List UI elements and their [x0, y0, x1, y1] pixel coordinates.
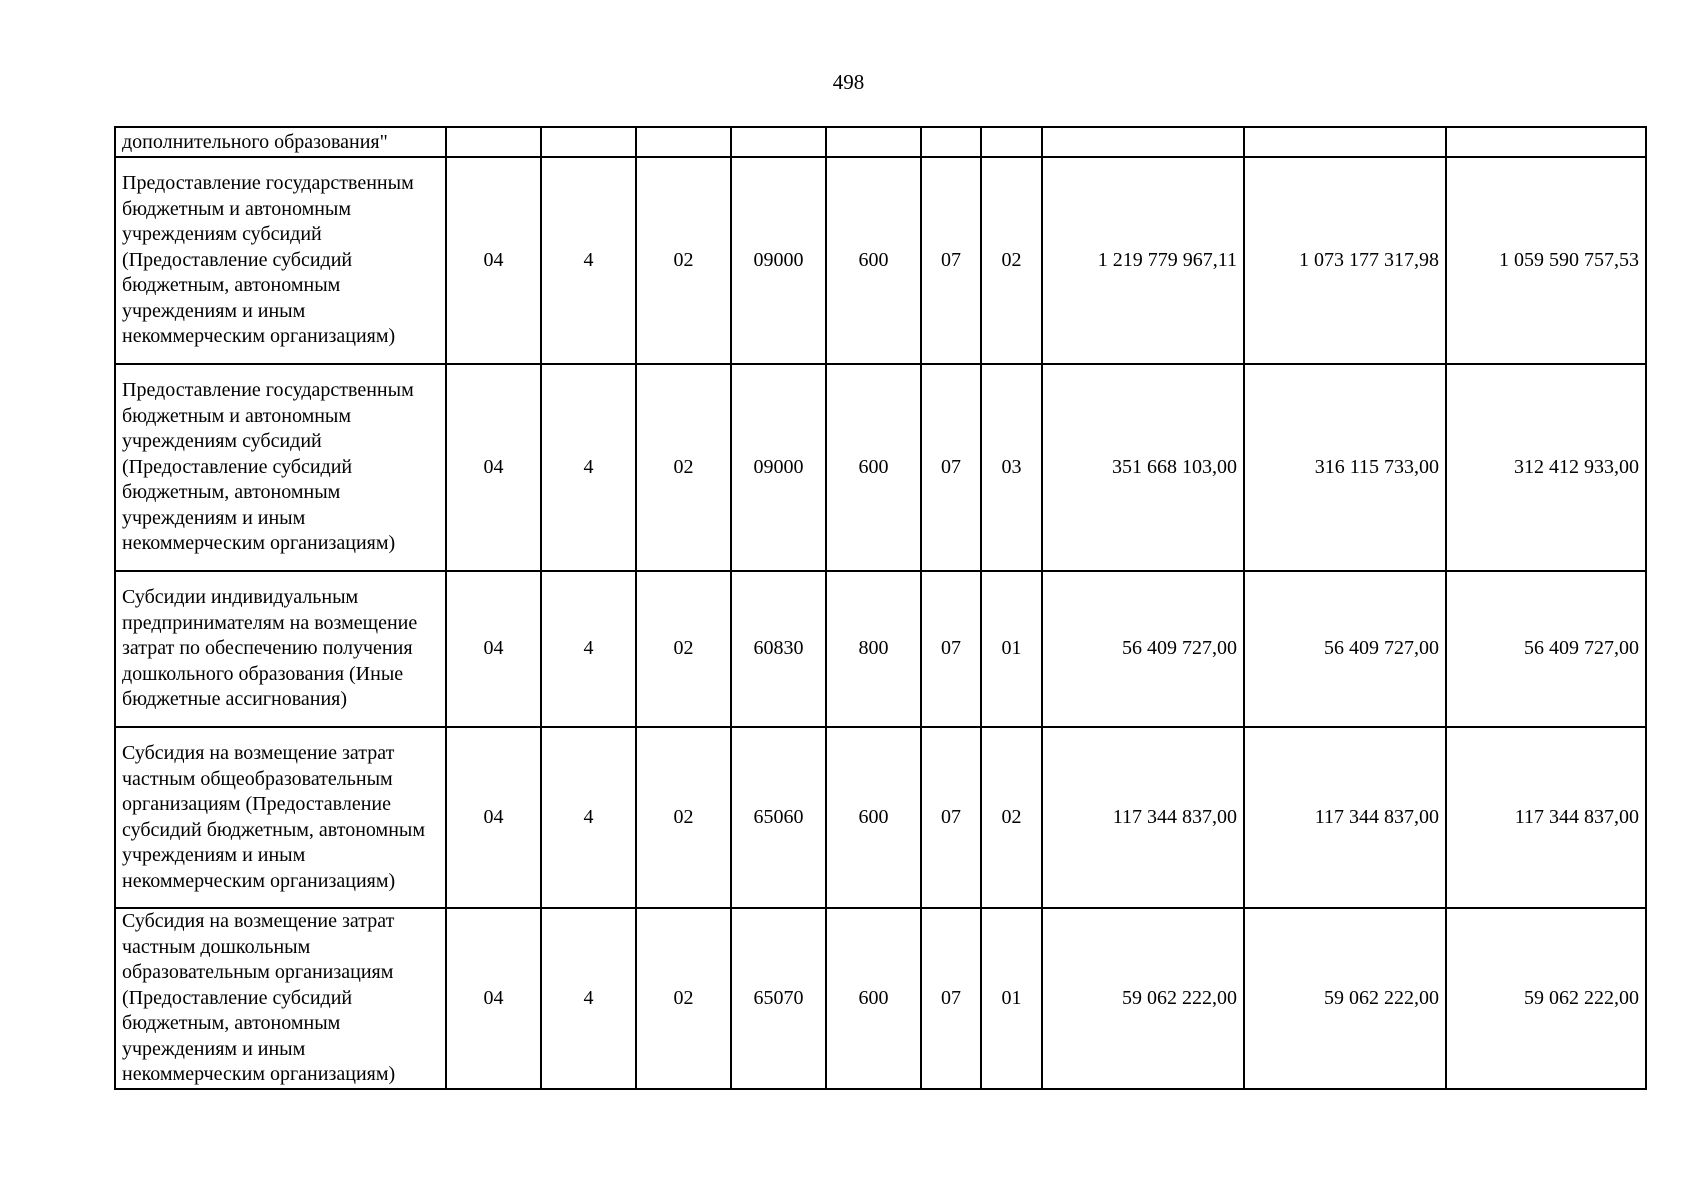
amount-cell: 56 409 727,00	[1244, 571, 1446, 727]
amount-cell: 56 409 727,00	[1042, 571, 1244, 727]
code-cell: 4	[541, 727, 636, 908]
page-number: 498	[832, 70, 865, 94]
amount-cell: 117 344 837,00	[1244, 727, 1446, 908]
empty-cell	[541, 127, 636, 157]
empty-cell	[981, 127, 1042, 157]
row-description: Предоставление государственным бюджетным и автономным учреждениям субсидий (Предоставление субсидий бюджетным, автономным учреждениям и иным некоммерческим организациям)	[115, 364, 446, 571]
code-cell: 800	[826, 571, 921, 727]
empty-cell	[731, 127, 826, 157]
code-cell: 07	[921, 727, 981, 908]
code-cell: 04	[446, 157, 541, 364]
code-cell: 07	[921, 908, 981, 1089]
code-cell: 600	[826, 364, 921, 571]
code-cell: 60830	[731, 571, 826, 727]
code-cell: 03	[981, 364, 1042, 571]
code-cell: 4	[541, 364, 636, 571]
code-cell: 02	[636, 908, 731, 1089]
amount-cell: 1 073 177 317,98	[1244, 157, 1446, 364]
amount-cell: 117 344 837,00	[1446, 727, 1646, 908]
amount-cell: 59 062 222,00	[1446, 908, 1646, 1089]
code-cell: 4	[541, 157, 636, 364]
empty-cell	[1244, 127, 1446, 157]
amount-cell: 1 059 590 757,53	[1446, 157, 1646, 364]
amount-cell: 312 412 933,00	[1446, 364, 1646, 571]
amount-cell: 56 409 727,00	[1446, 571, 1646, 727]
amount-cell: 59 062 222,00	[1042, 908, 1244, 1089]
code-cell: 07	[921, 571, 981, 727]
row-description: дополнительного образования"	[115, 127, 446, 157]
code-cell: 600	[826, 157, 921, 364]
code-cell: 04	[446, 571, 541, 727]
amount-cell: 316 115 733,00	[1244, 364, 1446, 571]
table-row	[115, 571, 1646, 727]
code-cell: 02	[636, 571, 731, 727]
row-description: Субсидии индивидуальным предпринимателям на возмещение затрат по обеспечению получения дошкольного образования (Иные бюджетные ассигнования)	[115, 571, 446, 727]
empty-cell	[636, 127, 731, 157]
code-cell: 02	[636, 364, 731, 571]
code-cell: 09000	[731, 157, 826, 364]
row-description: Субсидия на возмещение затрат частным общеобразовательным организациям (Предоставление субсидий бюджетным, автономным учреждениям и иным некоммерческим организациям)	[115, 727, 446, 908]
code-cell: 07	[921, 364, 981, 571]
empty-cell	[1446, 127, 1646, 157]
code-cell: 600	[826, 908, 921, 1089]
amount-cell: 117 344 837,00	[1042, 727, 1244, 908]
amount-cell: 1 219 779 967,11	[1042, 157, 1244, 364]
table-row	[115, 364, 1646, 571]
table-row	[115, 908, 1646, 1089]
code-cell: 02	[636, 157, 731, 364]
code-cell: 09000	[731, 364, 826, 571]
code-cell: 07	[921, 157, 981, 364]
row-description: Предоставление государственным бюджетным и автономным учреждениям субсидий (Предоставление субсидий бюджетным, автономным учреждениям и иным некоммерческим организациям)	[115, 157, 446, 364]
code-cell: 02	[636, 727, 731, 908]
code-cell: 01	[981, 571, 1042, 727]
code-cell: 4	[541, 571, 636, 727]
code-cell: 600	[826, 727, 921, 908]
table-row	[115, 727, 1646, 908]
code-cell: 04	[446, 908, 541, 1089]
code-cell: 65070	[731, 908, 826, 1089]
empty-cell	[826, 127, 921, 157]
code-cell: 04	[446, 727, 541, 908]
code-cell: 4	[541, 908, 636, 1089]
row-description: Субсидия на возмещение затрат частным дошкольным образовательным организациям (Предоставление субсидий бюджетным, автономным учреждениям и иным некоммерческим организациям)	[115, 908, 446, 1089]
code-cell: 01	[981, 908, 1042, 1089]
amount-cell: 59 062 222,00	[1244, 908, 1446, 1089]
empty-cell	[1042, 127, 1244, 157]
amount-cell: 351 668 103,00	[1042, 364, 1244, 571]
table-row	[115, 157, 1646, 364]
code-cell: 65060	[731, 727, 826, 908]
empty-cell	[921, 127, 981, 157]
code-cell: 04	[446, 364, 541, 571]
empty-cell	[446, 127, 541, 157]
code-cell: 02	[981, 157, 1042, 364]
budget-table	[114, 126, 1647, 1090]
code-cell: 02	[981, 727, 1042, 908]
table-row-continuation	[115, 127, 1646, 157]
